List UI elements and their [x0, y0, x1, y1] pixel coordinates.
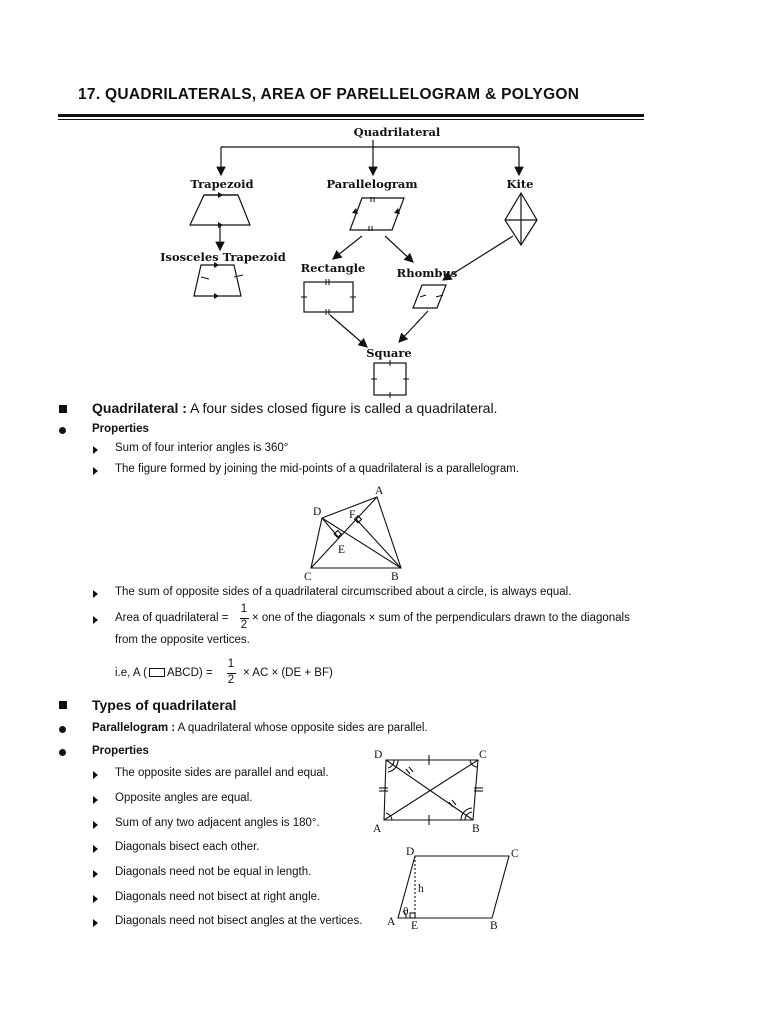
- diagram-label-parallelogram: Parallelogram: [326, 177, 418, 191]
- arrow-bullet-icon: [93, 771, 98, 779]
- arrow-bullet-icon: [93, 919, 98, 927]
- fig2-label-d: D: [374, 749, 383, 761]
- fig3-label-b: B: [490, 920, 498, 932]
- parallelogram-term: Parallelogram :: [92, 722, 176, 734]
- arrow-bullet-icon: [93, 796, 98, 804]
- quadrilateral-def-text: A four sides closed figure is called a quadrilateral.: [190, 400, 498, 416]
- fig2-label-c: C: [479, 749, 487, 761]
- quad-property-2: The figure formed by joining the mid-points of a quadrilateral is a parallelogram.: [115, 463, 519, 475]
- area-fraction-numerator: 1: [240, 603, 248, 615]
- fig3-label-theta: θ: [403, 906, 409, 918]
- arrow-bullet-icon: [93, 590, 98, 598]
- rectangle-symbol-icon: [149, 668, 165, 677]
- area-fraction-denominator: 2: [240, 619, 248, 631]
- arrow-bullet-icon: [93, 446, 98, 454]
- arrow-bullet-icon: [93, 467, 98, 475]
- area-formula-prefix: Area of quadrilateral =: [115, 612, 229, 624]
- para-property-2: Opposite angles are equal.: [115, 792, 253, 804]
- round-bullet: [59, 427, 66, 434]
- arrow-bullet-icon: [93, 895, 98, 903]
- arrow-bullet-icon: [93, 616, 98, 624]
- arrow-bullet-icon: [93, 870, 98, 878]
- fig3-label-e: E: [411, 920, 419, 932]
- diagram-label-trapezoid: Trapezoid: [190, 177, 254, 191]
- diagram-label-kite: Kite: [506, 177, 534, 191]
- example-fraction-numerator: 1: [227, 658, 235, 670]
- quadrilateral-definition: [92, 400, 497, 416]
- arrow-bullet-icon: [93, 845, 98, 853]
- parallelogram-definition: [92, 722, 428, 734]
- circumscribed-property: The sum of opposite sides of a quadrilateral circumscribed about a circle, is always equal.: [115, 586, 572, 598]
- square-bullet: [59, 405, 67, 413]
- area-example-mid: ABCD) =: [166, 667, 213, 679]
- diagram-label-isosceles-trapezoid: Isosceles Trapezoid: [160, 250, 286, 264]
- para-property-1: The opposite sides are parallel and equal.: [115, 767, 329, 779]
- fig3-label-h: h: [418, 883, 424, 895]
- para-property-3: Sum of any two adjacent angles is 180°.: [115, 817, 320, 829]
- area-formula-suffix: × one of the diagonals × sum of the perpendiculars drawn to the diagonals: [252, 612, 630, 624]
- quadrilateral-term: Quadrilateral :: [92, 400, 187, 416]
- para-property-7: Diagonals need not bisect angles at the vertices.: [115, 915, 363, 927]
- para-property-4: Diagonals bisect each other.: [115, 841, 260, 853]
- fig1-label-a: A: [375, 485, 384, 497]
- page-title: 17. QUADRILATERALS, AREA OF PARELLELOGRAM & POLYGON: [78, 86, 580, 103]
- fig2-label-b: B: [472, 823, 480, 835]
- figure-parallelogram-diagonals: [379, 755, 483, 825]
- fig3-label-c: C: [511, 848, 519, 860]
- fig1-label-c: C: [304, 571, 312, 583]
- figure-parallelogram-height: [398, 856, 509, 918]
- para-property-6: Diagonals need not bisect at right angle.: [115, 891, 321, 903]
- fig1-label-f: F: [349, 509, 356, 521]
- square-bullet: [59, 701, 67, 709]
- area-example-prefix: i.e, A (: [115, 667, 147, 679]
- figure-quadrilateral-abcd: [311, 497, 401, 568]
- area-example-suffix: × AC × (DE + BF): [243, 667, 333, 679]
- fig3-label-a: A: [387, 916, 396, 928]
- fig3-label-d: D: [406, 846, 415, 858]
- diagram-label-rectangle: Rectangle: [300, 261, 366, 275]
- parallelogram-def-text: A quadrilateral whose opposite sides are parallel.: [177, 722, 428, 734]
- properties-heading: Properties: [92, 423, 149, 435]
- fig1-label-e: E: [338, 544, 346, 556]
- fig1-label-b: B: [391, 571, 399, 583]
- arrow-bullet-icon: [93, 821, 98, 829]
- fig2-label-a: A: [373, 823, 382, 835]
- area-formula-continued: from the opposite vertices.: [115, 634, 250, 646]
- diagram-label-square: Square: [366, 346, 412, 360]
- fig1-label-d: D: [313, 506, 322, 518]
- round-bullet: [59, 726, 66, 733]
- area-formula-example: [115, 667, 213, 679]
- quad-property-1: Sum of four interior angles is 360°: [115, 442, 289, 454]
- parallelogram-properties-heading: Properties: [92, 745, 149, 757]
- round-bullet: [59, 749, 66, 756]
- diagram-label-rhombus: Rhombus: [396, 266, 458, 280]
- para-property-5: Diagonals need not be equal in length.: [115, 866, 312, 878]
- types-heading: Types of quadrilateral: [92, 697, 237, 713]
- example-fraction-denominator: 2: [227, 674, 235, 686]
- diagram-label-quadrilateral: Quadrilateral: [353, 125, 441, 139]
